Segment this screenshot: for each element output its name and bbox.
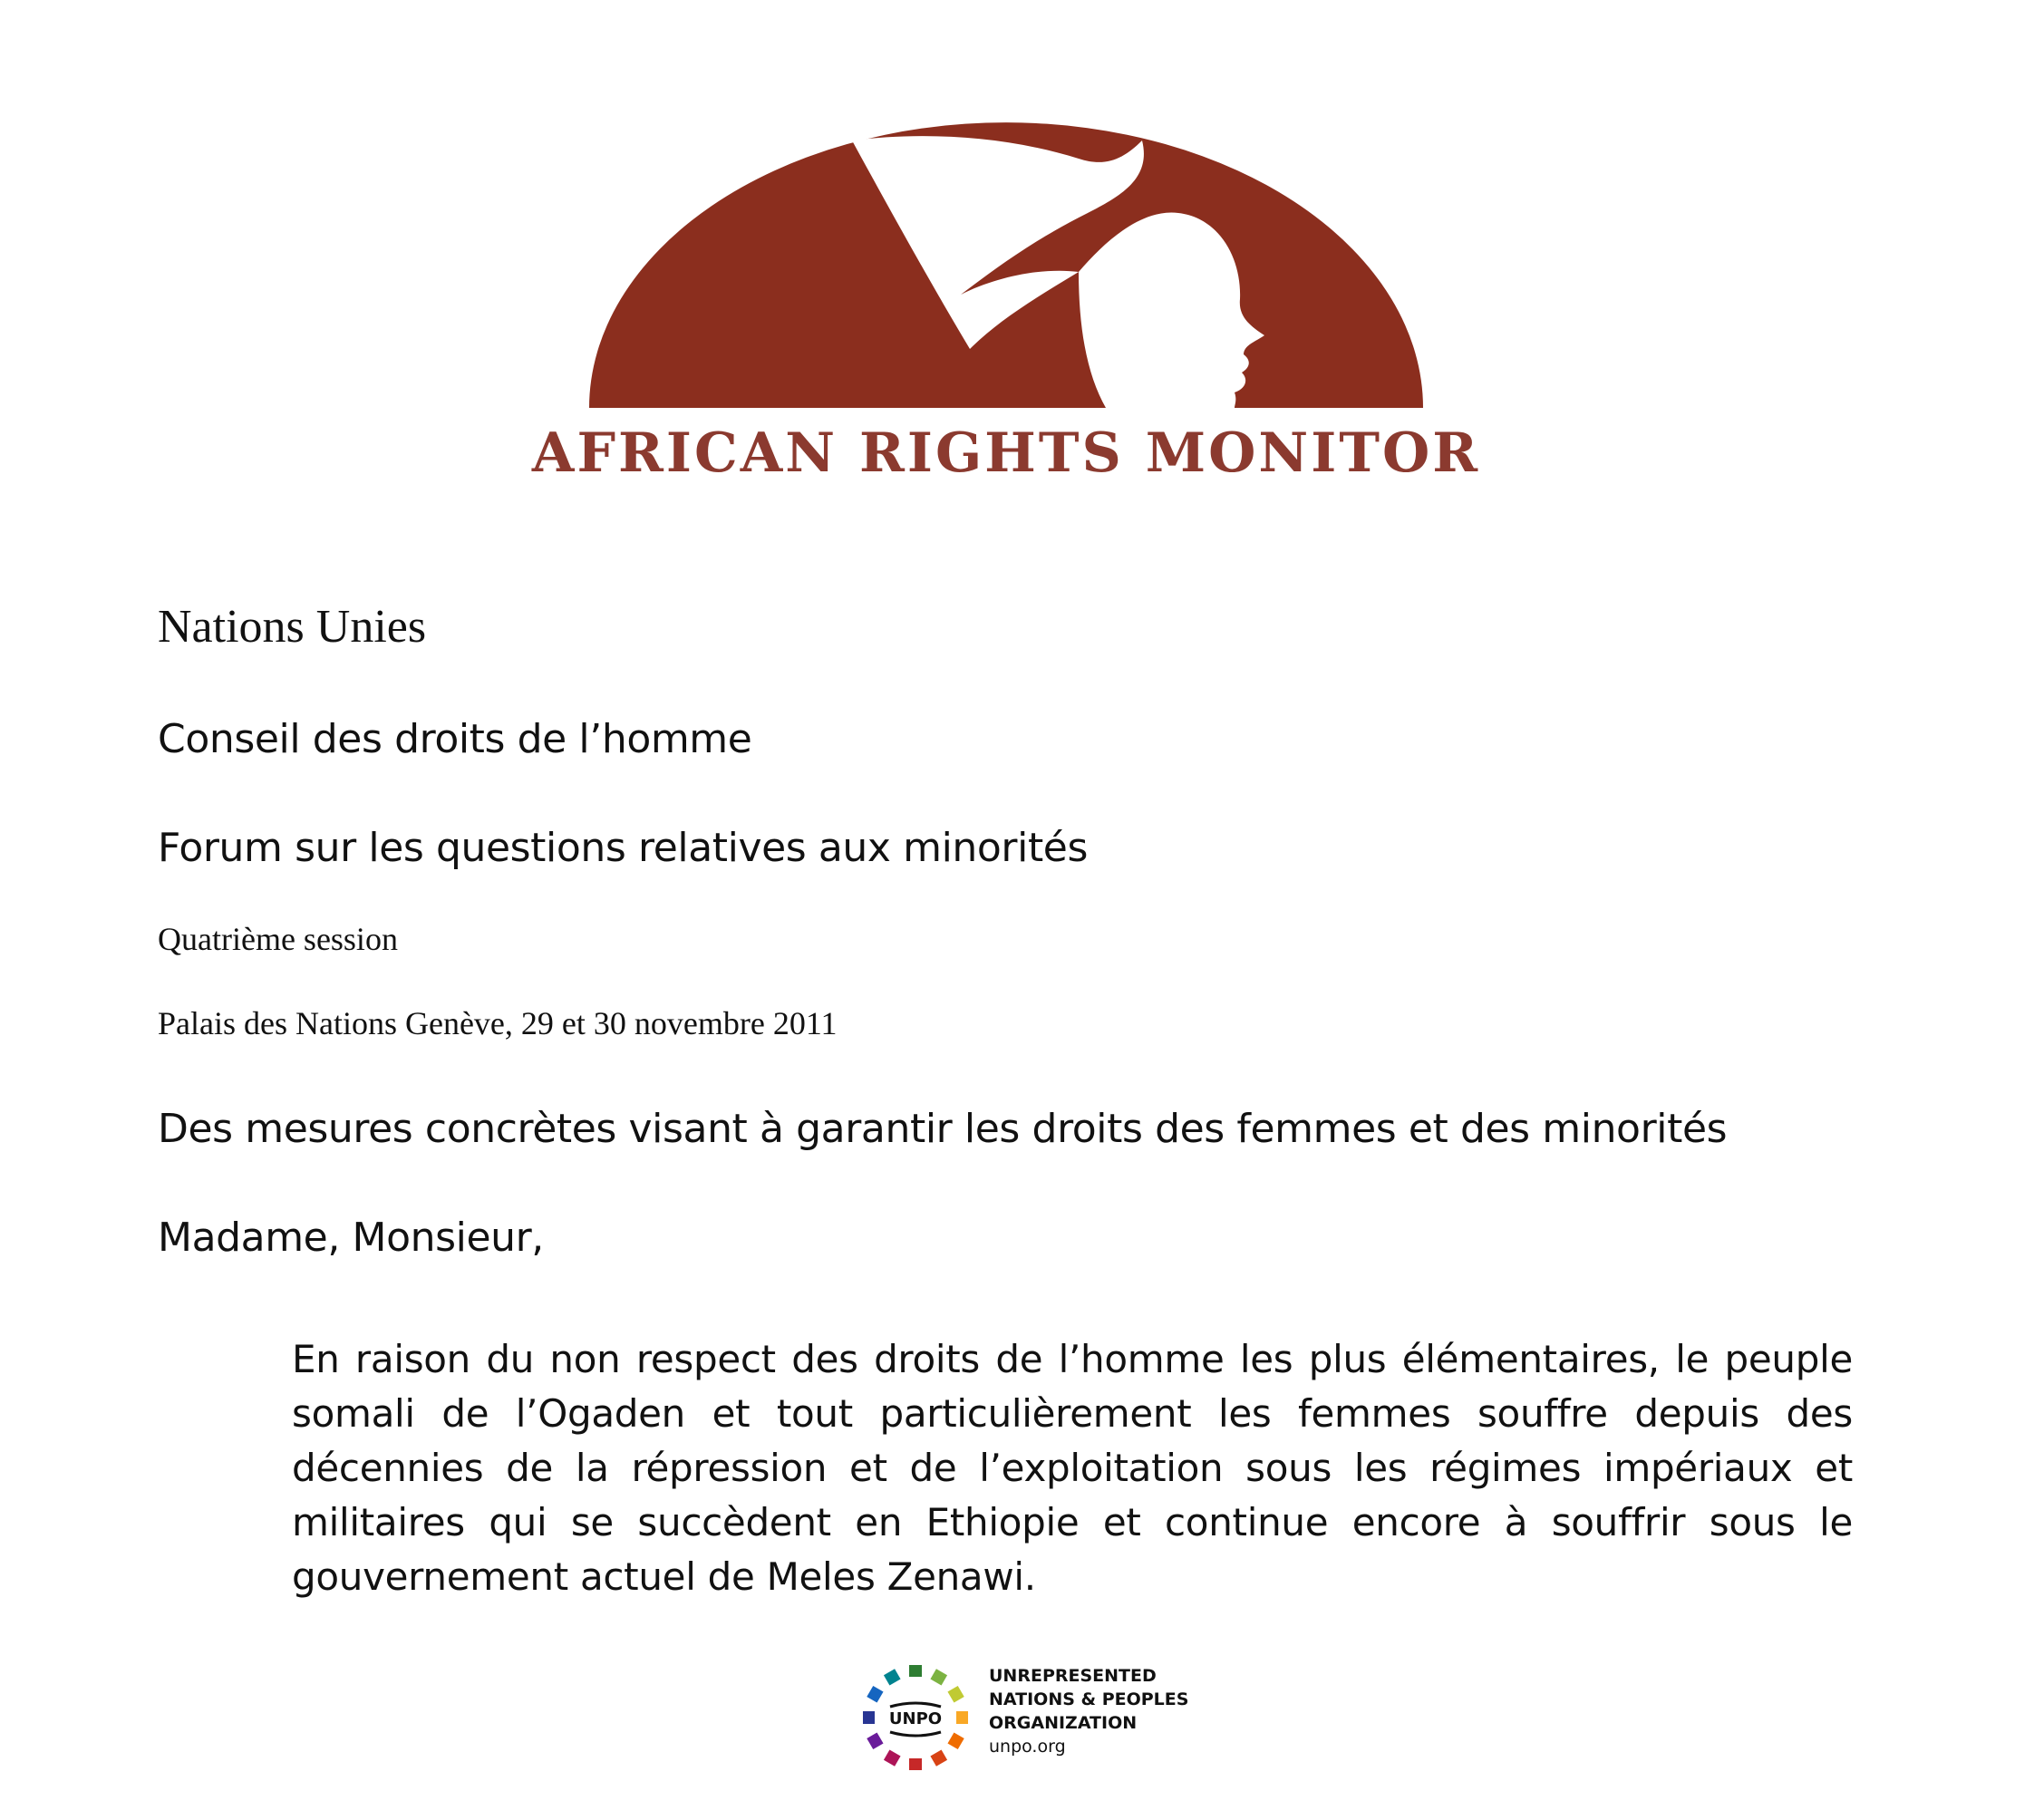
african-rights-monitor-logo [453,122,1559,485]
body-paragraph: En raison du non respect des droits de l’homme les plus élémentaires, le peuple somali de l’Ogaden et tout particulièrement les femmes souffre depuis des décennies de la répression et de l’exploitation sous les régimes impériaux et militaires qui se succèdent en Ethiopie et continue encore à souffrir sous le gouvernement actuel de Meles Zenawi. [292,1337,1853,1599]
unpo-name-line2: NATIONS & PEOPLES [989,1689,1189,1709]
venue-date-line: Palais des Nations Genève, 29 et 30 novembre 2011 [158,1005,838,1041]
woman-profile-dove-icon [453,122,1559,421]
unpo-url: unpo.org [989,1737,1066,1757]
subject-line: Des mesures concrètes visant à garantir les droits des femmes et des minorités [158,1106,1728,1152]
salutation: Madame, Monsieur, [158,1215,544,1261]
unpo-name [989,1664,1188,1758]
unpo-abbreviation: UNPO [888,1709,943,1728]
unpo-logo [857,1659,1219,1776]
forum-heading: Forum sur les questions relatives aux minorités [158,825,1088,871]
unpo-name-line3: ORGANIZATION [989,1713,1138,1733]
unpo-name-line1: UNREPRESENTED [989,1666,1157,1686]
session-line: Quatrième session [158,921,398,957]
unpo-ring-icon [857,1659,974,1776]
council-heading: Conseil des droits de l’homme [158,716,752,762]
logo-wordmark: AFRICAN RIGHTS MONITOR [531,421,1481,485]
organization-heading: Nations Unies [158,601,427,653]
